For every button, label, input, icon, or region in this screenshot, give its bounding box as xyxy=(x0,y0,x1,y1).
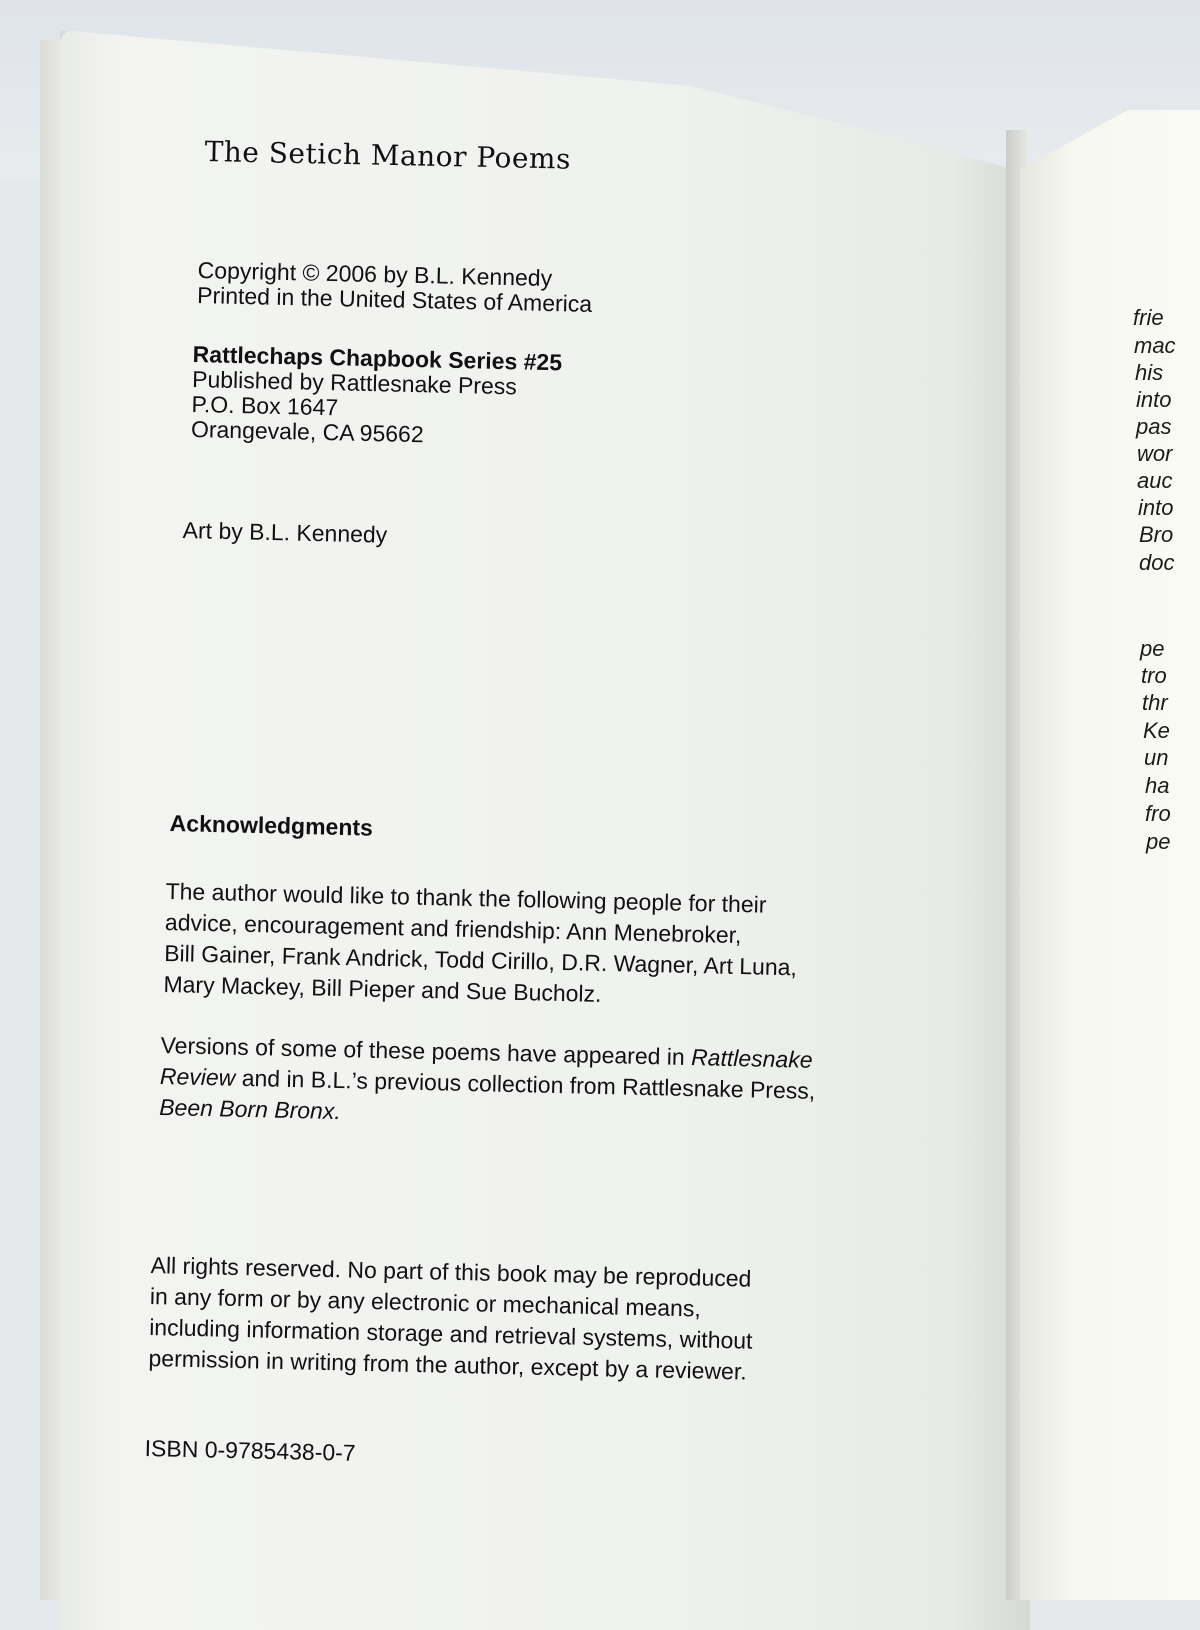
right-page-word-fragment: pe xyxy=(1146,829,1171,854)
right-page-word-fragment: tro xyxy=(1141,663,1167,688)
right-page-word-fragment: into xyxy=(1136,387,1172,412)
rights-line: permission in writing from the author, except by a reviewer. xyxy=(148,1344,747,1385)
right-page-word-fragment: ha xyxy=(1145,773,1170,798)
ack-line: advice, encouragement and friendship: Ann Menebroker, xyxy=(164,908,742,949)
acknowledgments-paragraph xyxy=(163,876,926,1017)
right-page-word-fragment: into xyxy=(1138,495,1174,520)
right-page-word-fragment: mac xyxy=(1134,333,1176,358)
right-page-word-fragment: thr xyxy=(1142,690,1168,715)
copyright-line: Copyright © 2006 by B.L. Kennedy xyxy=(197,257,553,292)
publisher-name: Published by Rattlesnake Press xyxy=(191,365,518,400)
po-box: P.O. Box 1647 xyxy=(191,390,339,421)
right-page-word-fragment: un xyxy=(1144,745,1169,770)
ack-line: Mary Mackey, Bill Pieper and Sue Bucholz. xyxy=(163,970,602,1007)
right-page-word-fragment: doc xyxy=(1139,550,1175,575)
city-address: Orangevale, CA 95662 xyxy=(190,415,424,448)
publisher-block xyxy=(191,342,563,450)
journal-title: Rattlesnake xyxy=(690,1044,813,1073)
ack-line: The author would like to thank the following people for their xyxy=(165,877,767,918)
right-page-word-fragment: Bro xyxy=(1139,522,1174,547)
credits-text: Versions of some of these poems have appeared in xyxy=(160,1031,692,1071)
isbn: ISBN 0-9785438-0-7 xyxy=(144,1435,356,1466)
right-page-word-fragment: fro xyxy=(1145,801,1171,826)
publication-credits-paragraph xyxy=(159,1030,921,1140)
copyright-block xyxy=(197,258,593,317)
rights-line: All rights reserved. No part of this book may be reproduced xyxy=(150,1251,752,1292)
rights-paragraph xyxy=(148,1250,911,1391)
collection-title: Been Born Bronx. xyxy=(158,1093,342,1125)
ack-line: Bill Gainer, Frank Andrick, Todd Cirillo, D.R. Wagner, Art Luna, xyxy=(163,939,798,981)
right-page-word-fragment: wor xyxy=(1137,441,1173,466)
credits-text: and in B.L.’s previous collection from Rattlesnake Press, xyxy=(235,1064,816,1104)
right-page-word-fragment: frie xyxy=(1133,305,1164,330)
right-page-word-fragment: pe xyxy=(1140,636,1165,661)
rights-line: including information storage and retrieval systems, without xyxy=(148,1313,753,1354)
art-credit: Art by B.L. Kennedy xyxy=(182,517,388,548)
right-page-word-fragment: pas xyxy=(1136,414,1172,439)
book-title: The Setich Manor Poems xyxy=(204,135,572,176)
acknowledgments-heading: Acknowledgments xyxy=(169,810,374,841)
journal-title: Review xyxy=(159,1062,236,1091)
rights-line: in any form or by any electronic or mechanical means, xyxy=(149,1282,702,1322)
right-page-word-fragment: his xyxy=(1135,360,1164,385)
series-name: Rattlechaps Chapbook Series #25 xyxy=(192,341,563,376)
printed-in-line: Printed in the United States of America xyxy=(196,281,593,317)
right-page-word-fragment: Ke xyxy=(1143,718,1170,743)
right-page-word-fragment: auc xyxy=(1137,468,1173,493)
